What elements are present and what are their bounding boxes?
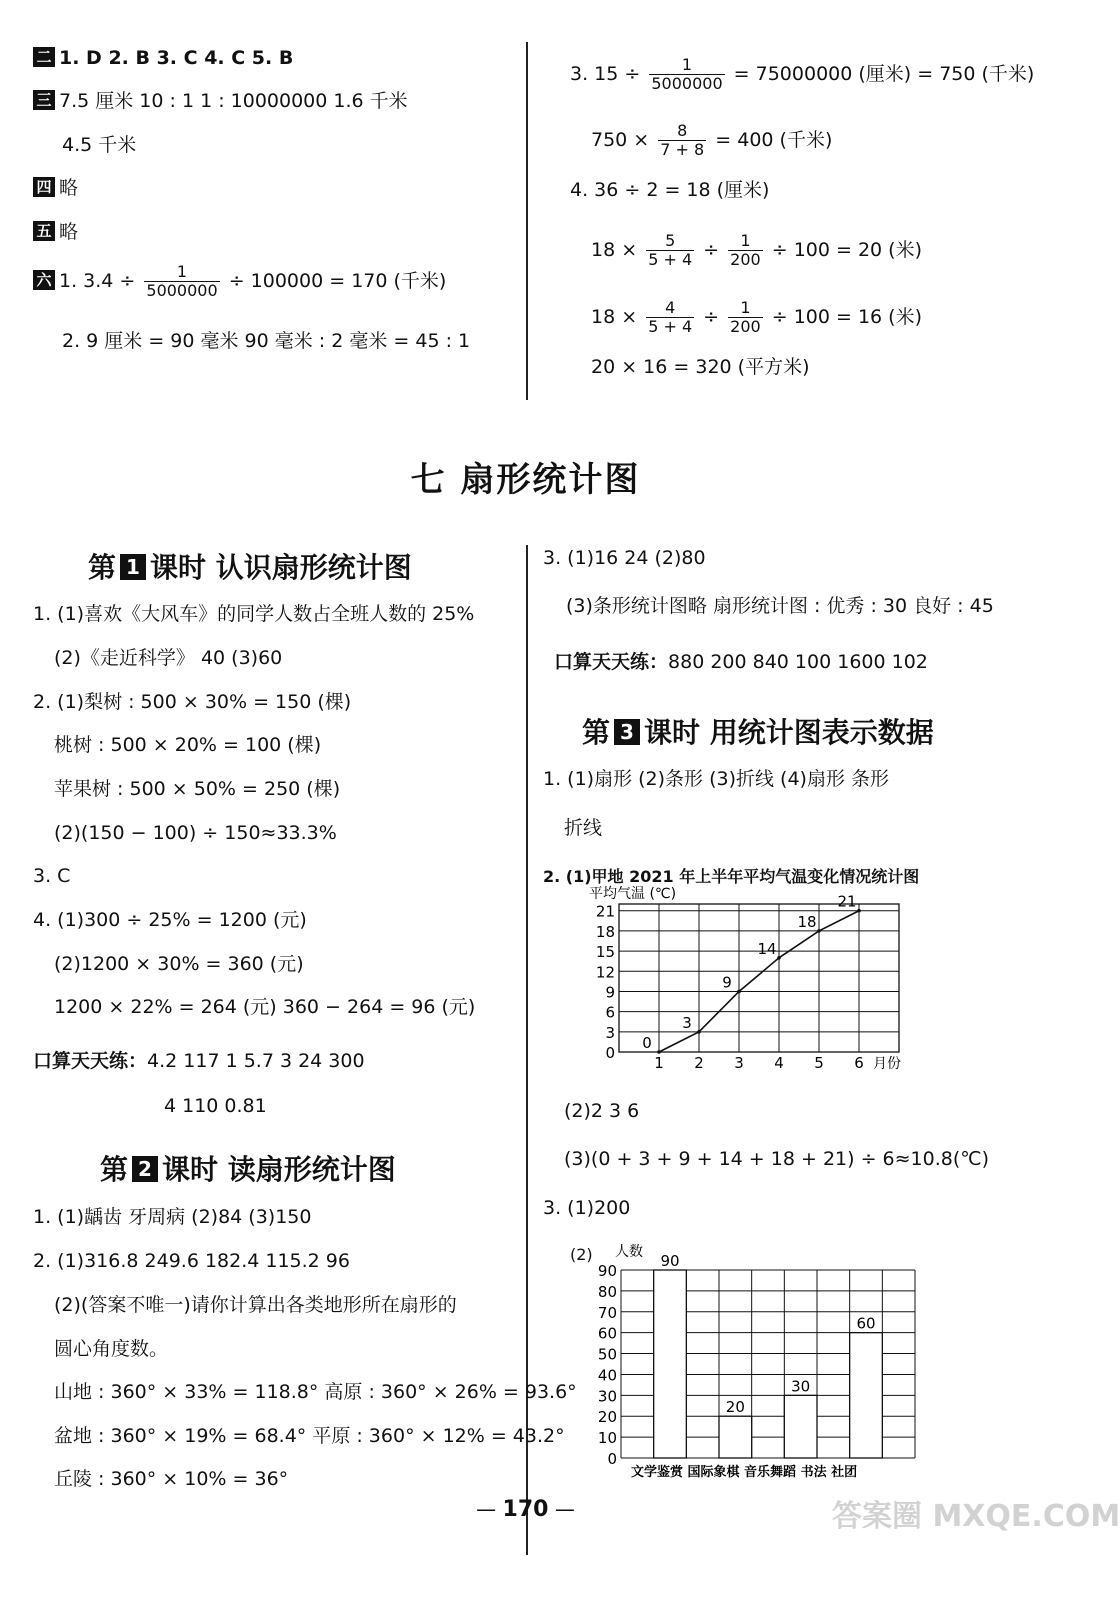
y-tick-label: 0 — [607, 1450, 617, 1468]
lesson2-line: 山地 : 360° × 33% = 118.8° 高原 : 360° × 26% = 93.6° — [54, 1381, 577, 1403]
lesson1-line: (2)(150 − 100) ÷ 150≈33.3% — [54, 822, 337, 844]
section-badge: 三 — [33, 90, 55, 110]
data-label: 0 — [642, 1034, 652, 1052]
x-tick-label: 4 — [774, 1054, 784, 1072]
expr-text: = 400 (千米) — [715, 129, 833, 151]
x-category-labels: 文学鉴赏 国际象棋 音乐舞蹈 书法 社团 — [631, 1465, 858, 1480]
x-tick-label: 1 — [654, 1054, 664, 1072]
expr-text: 750 × — [591, 129, 650, 151]
bar — [719, 1416, 752, 1458]
section-3-answers — [33, 89, 408, 113]
expr-text: ÷ 100000 = 170 (千米) — [228, 270, 447, 292]
data-label: 3 — [682, 1013, 692, 1032]
lesson3-line: 3. (1)200 — [543, 1197, 631, 1219]
oral-practice-2 — [554, 650, 928, 674]
section-5-answers — [33, 220, 78, 244]
right-line: 3. (1)16 24 (2)80 — [543, 547, 706, 569]
fraction-denominator: 5000000 — [146, 281, 218, 300]
oral-practice-1 — [33, 1049, 365, 1073]
bar — [850, 1333, 883, 1458]
fraction-numerator: 1 — [144, 263, 219, 282]
section-badge: 六 — [33, 270, 55, 290]
y-tick-label: 6 — [605, 1003, 615, 1022]
answer-3-line-2 — [591, 122, 832, 159]
fraction — [646, 299, 694, 336]
lesson2-line: 圆心角度数。 — [54, 1338, 169, 1360]
fraction — [649, 56, 724, 93]
lesson3-line: (2)2 3 6 — [564, 1100, 640, 1122]
section-6-part-1 — [33, 263, 446, 300]
chart-grid — [619, 904, 899, 1052]
y-tick-label: 10 — [597, 1429, 617, 1448]
lesson2-line: 丘陵 : 360° × 10% = 36° — [54, 1468, 289, 1490]
y-tick-label: 21 — [595, 902, 615, 921]
fraction-numerator: 5 — [646, 232, 694, 251]
fraction-denominator: 200 — [730, 250, 761, 269]
y-tick-label: 15 — [595, 943, 615, 962]
section-4-answers — [33, 176, 78, 200]
answer-3-line-1 — [570, 56, 1034, 93]
page-number-area: — 170 — — [476, 1497, 575, 1522]
section-badge: 二 — [33, 47, 55, 67]
fraction-numerator: 1 — [728, 232, 763, 251]
section-badge: 五 — [33, 221, 55, 241]
data-point — [857, 909, 861, 913]
y-tick-label: 12 — [595, 963, 615, 982]
lesson1-line: 3. C — [33, 865, 71, 887]
lesson1-line: 1200 × 22% = 264 (元) 360 − 264 = 96 (元) — [54, 996, 476, 1018]
lesson3-line: 1. (1)扇形 (2)条形 (3)折线 (4)扇形 条形 — [543, 768, 889, 790]
lesson-number: 2 — [132, 1156, 158, 1182]
fraction — [658, 122, 706, 159]
data-label: 14 — [757, 939, 777, 958]
lesson-prefix: 第 — [88, 551, 117, 584]
fraction — [144, 263, 219, 300]
page-number: 170 — [502, 1497, 549, 1522]
lesson-number: 1 — [120, 554, 146, 580]
data-label: 9 — [722, 973, 732, 992]
answer-4-line-3 — [591, 299, 922, 336]
fraction-numerator: 1 — [649, 56, 724, 75]
data-point — [697, 1030, 701, 1034]
oral-values: 4.2 117 1 5.7 3 24 300 — [147, 1050, 365, 1072]
y-tick-label: 90 — [597, 1262, 617, 1280]
x-tick-label: 2 — [694, 1054, 704, 1072]
lesson1-line: 1. (1)喜欢《大风车》的同学人数占全班人数的 25% — [33, 603, 475, 625]
lesson3-line: 折线 — [564, 817, 603, 839]
y-tick-label: 3 — [605, 1023, 615, 1042]
lesson-title: 课时 用统计图表示数据 — [644, 716, 934, 749]
right-line: (3)条形统计图略 扇形统计图 : 优秀 : 30 良好 : 45 — [566, 595, 994, 617]
section-2-answers — [33, 46, 293, 70]
chart-bars — [654, 1270, 883, 1458]
y-tick-label: 40 — [597, 1366, 617, 1385]
lesson1-line: (2)1200 × 30% = 360 (元) — [54, 953, 304, 975]
lesson2-line: 2. (1)316.8 249.6 182.4 115.2 96 — [33, 1250, 350, 1272]
lesson2-line: (2)(答案不唯一)请你计算出各类地形所在扇形的 — [54, 1294, 457, 1316]
bar — [784, 1395, 817, 1458]
y-tick-label: 20 — [597, 1408, 617, 1427]
expr-text: ÷ — [703, 239, 720, 261]
y-axis-label: 平均气温 (℃) — [589, 886, 677, 902]
y-axis-label: 人数 — [615, 1244, 643, 1260]
oral-label: 口算天天练： — [554, 651, 669, 673]
fraction-numerator: 4 — [646, 299, 694, 318]
data-point — [777, 956, 781, 960]
answer-4-line-2 — [591, 232, 922, 269]
answer-4-line-1: 4. 36 ÷ 2 = 18 (厘米) — [570, 179, 770, 201]
bar — [654, 1270, 687, 1458]
data-label: 20 — [725, 1398, 745, 1417]
expr-text: 3. 15 ÷ — [570, 63, 641, 85]
data-label: 90 — [660, 1252, 680, 1270]
y-tick-label: 30 — [597, 1387, 617, 1406]
data-point — [657, 1050, 661, 1054]
x-tick-label: 3 — [734, 1054, 744, 1072]
lesson-prefix: 第 — [582, 716, 611, 749]
expr-text: 1. 3.4 ÷ — [59, 270, 136, 292]
fraction-denominator: 5 + 4 — [648, 317, 693, 336]
data-point — [817, 929, 821, 933]
fraction-denominator: 200 — [730, 317, 761, 336]
lesson1-line: (2)《走近科学》 40 (3)60 — [54, 647, 283, 669]
column-divider — [526, 42, 528, 400]
data-point — [737, 990, 741, 994]
line-chart-title: 2. (1)甲地 2021 年上半年平均气温变化情况统计图 — [543, 867, 920, 886]
chapter-title: 七 扇形统计图 — [410, 460, 641, 500]
y-tick-label: 18 — [595, 922, 615, 941]
lesson3-line: (2) — [570, 1245, 593, 1264]
section-badge: 四 — [33, 177, 55, 197]
fraction — [728, 232, 763, 269]
lesson1-line: 桃树 : 500 × 20% = 100 (棵) — [54, 734, 322, 756]
expr-text: 18 × — [591, 239, 638, 261]
lesson-prefix: 第 — [100, 1153, 129, 1186]
data-label: 21 — [837, 892, 857, 911]
oral-practice-1-cont: 4 110 0.81 — [164, 1095, 267, 1117]
lesson2-line: 盆地 : 360° × 19% = 68.4° 平原 : 360° × 12% = 43.2° — [54, 1425, 565, 1447]
lesson-number: 3 — [614, 719, 640, 745]
lesson-2-heading — [100, 1148, 396, 1188]
fraction-numerator: 8 — [658, 122, 706, 141]
section-text: 7.5 厘米 10 : 1 1 : 10000000 1.6 千米 — [59, 90, 408, 112]
fraction — [646, 232, 694, 269]
lesson-title: 课时 认识扇形统计图 — [150, 551, 412, 584]
lesson-title: 课时 读扇形统计图 — [162, 1153, 396, 1186]
section-text: 1. D 2. B 3. C 4. C 5. B — [59, 47, 294, 69]
watermark: 答案圈 MXQE.COM — [832, 1499, 1120, 1534]
y-tick-label: 50 — [597, 1345, 617, 1364]
x-tick-label: 5 — [814, 1054, 824, 1072]
fraction — [728, 299, 763, 336]
expr-text: ÷ — [703, 306, 720, 328]
club-bar-chart — [585, 1240, 930, 1490]
temperature-line-chart — [575, 880, 935, 1080]
lesson1-line: 苹果树 : 500 × 50% = 250 (棵) — [54, 778, 341, 800]
data-label: 60 — [856, 1314, 876, 1333]
chart-frame — [619, 904, 899, 1052]
fraction-numerator: 1 — [728, 299, 763, 318]
section-text: 略 — [59, 221, 79, 243]
y-tick-label: 0 — [605, 1044, 615, 1062]
fraction-denominator: 5000000 — [651, 74, 723, 93]
y-tick-label: 9 — [605, 983, 615, 1002]
oral-label: 口算天天练： — [33, 1050, 148, 1072]
section-3-continuation: 4.5 千米 — [62, 134, 137, 156]
fraction-denominator: 7 + 8 — [660, 140, 705, 159]
expr-text: 18 × — [591, 306, 638, 328]
fraction-denominator: 5 + 4 — [648, 250, 693, 269]
lesson-3-heading — [582, 711, 934, 751]
section-text: 略 — [59, 177, 79, 199]
x-axis-label: 月份 — [873, 1056, 901, 1072]
data-label: 18 — [797, 912, 817, 931]
oral-values: 880 200 840 100 1600 102 — [668, 651, 928, 673]
lesson-1-heading — [88, 546, 412, 586]
lesson1-line: 2. (1)梨树 : 500 × 30% = 150 (棵) — [33, 691, 352, 713]
x-tick-label: 6 — [854, 1054, 864, 1072]
section-6-part-2: 2. 9 厘米 = 90 毫米 90 毫米 : 2 毫米 = 45 : 1 — [62, 330, 471, 352]
expr-text: ÷ 100 = 20 (米) — [771, 239, 922, 261]
y-tick-label: 80 — [597, 1282, 617, 1301]
lesson2-line: 1. (1)龋齿 牙周病 (2)84 (3)150 — [33, 1206, 312, 1228]
expr-text: ÷ 100 = 16 (米) — [771, 306, 922, 328]
lesson3-line: (3)(0 + 3 + 9 + 14 + 18 + 21) ÷ 6≈10.8(℃) — [564, 1148, 990, 1170]
lesson1-line: 4. (1)300 ÷ 25% = 1200 (元) — [33, 909, 307, 931]
data-label: 30 — [791, 1377, 811, 1396]
expr-text: = 75000000 (厘米) = 750 (千米) — [733, 63, 1035, 85]
y-tick-label: 60 — [597, 1324, 617, 1343]
y-tick-label: 70 — [597, 1303, 617, 1322]
answer-4-line-4: 20 × 16 = 320 (平方米) — [591, 356, 810, 378]
